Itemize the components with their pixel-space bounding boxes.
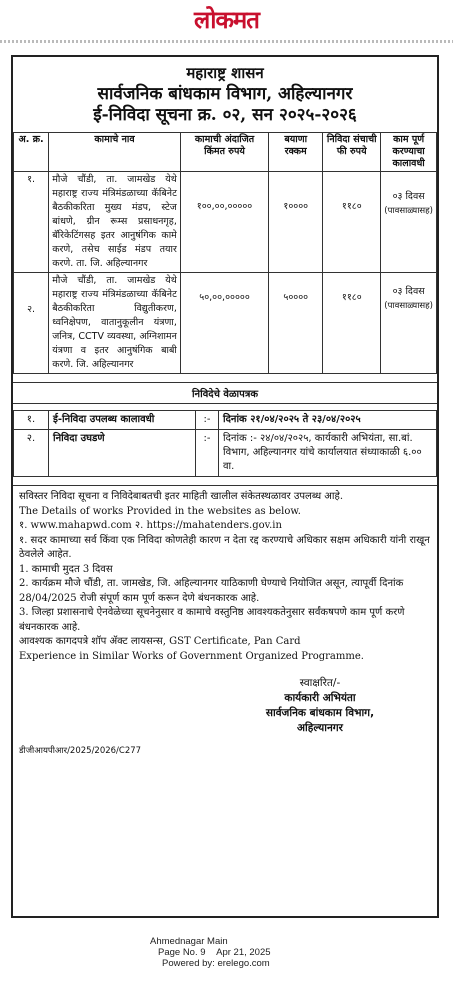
newspaper-logo: लोकमत (194, 6, 259, 34)
col-period: काम पूर्ण करण्याचा कालावधी (381, 133, 437, 172)
footer-edition: Ahmednagar Main (150, 936, 228, 947)
table-row (14, 172, 437, 273)
work-amount-value: ५०,००,००००० (199, 292, 250, 303)
body-line: सविस्तर निविदा सूचना व निविदेबाबतची इतर माहिती खालील संकेतस्थळावर उपलब्ध आहे. (19, 491, 344, 502)
work-fee: ११८० (323, 172, 381, 273)
signature-location: अहिल्यानगर (297, 722, 343, 734)
works-table (13, 132, 437, 374)
footer-powered: Powered by: erelego.com (162, 958, 270, 969)
footer-page-date (158, 947, 453, 958)
body-line: १. सदर कामाच्या सर्व किंवा एक निविदा कोणतेही कारण न देता रद्द करण्याचे अधिकार सक्षम अधिकारी यांनी राखून ठेवलेले आहेत. (19, 534, 430, 560)
schedule-title: निविदेचे वेळापत्रक (13, 382, 437, 404)
table-row (14, 430, 437, 477)
work-deposit: १०००० (269, 172, 323, 273)
work-period-days: ०३ दिवस (392, 286, 425, 297)
schedule-value: दिनांक :- २४/०४/२०२५, कार्यकारी अभियंता, सा.बां. विभाग, अहिल्यानगर यांचे कार्यालयात संध्याकाळी ६.०० वा. (219, 430, 437, 477)
body-line: 3. जिल्हा प्रशासनाचे ऐनवेळेच्या सूचनेनुसार व कामाचे वस्तुनिष्ठ आवश्यकतेनुसार सर्वंकषपणे काम पूर्ण करणे बंधनकारक आहे. (19, 607, 405, 633)
notice-header (13, 63, 437, 126)
work-period-note: (पावसाळ्यासह) (384, 301, 433, 311)
col-sr: अ. क्र. (14, 133, 49, 172)
schedule-item: ई-निविदा उपलब्ध कालावधी (49, 411, 196, 430)
work-amount-value: १००,००,००००० (196, 201, 253, 212)
footer-page: Page No. 9 (158, 947, 206, 958)
signature-block (209, 676, 431, 736)
body-line: The Details of works Provided in the websites as below. (19, 505, 301, 517)
col-deposit: बयाणा रक्कम (269, 133, 323, 172)
body-line: आवश्यक कागदपत्रे शॉप ॲक्ट लायसन्स, GST Certificate, Pan Card (19, 636, 301, 647)
signature-signed: स्वाक्षरित/- (299, 677, 341, 689)
works-table-header (14, 133, 437, 172)
header-department: सार्वजनिक बांधकाम विभाग, अहिल्यानगर (97, 84, 353, 104)
schedule-sr: २. (14, 430, 49, 477)
masthead (0, 6, 453, 34)
work-period-note: (पावसाळ्यासह) (384, 206, 433, 216)
schedule-table (13, 410, 437, 477)
col-estimated-cost: कामाची अंदाजित किंमत रुपये (180, 133, 268, 172)
websites-line: १. www.mahapwd.com २. https://mahatenders.gov.in (19, 520, 282, 531)
work-amount (180, 273, 268, 374)
work-name: मौजे चौंडी, ता. जामखेड येथे महाराष्ट्र राज्य मंत्रिमंडळाच्या कॅबिनेट बैठकीकरिता मुख्य मंडप, स्टेज बांधणे, ग्रीन रूम्स प्रसाधनगृह, बॅरिकेटिंगसह इतर आनुषंगिक कामे करणे, तसेच साईड मंडप तयार करणे. ता. जि. अहिल्यानगर (49, 172, 181, 273)
notice-body (13, 485, 437, 763)
page-footer (0, 936, 453, 969)
col-fee: निविदा संचाची फी रुपये (323, 133, 381, 172)
col-work-name: कामाचे नाव (49, 133, 181, 172)
body-line: 1. कामाची मुदत 3 दिवस (19, 563, 113, 575)
schedule-separator: :- (196, 411, 219, 430)
signature-title: कार्यकारी अभियंता (284, 692, 356, 704)
signature-department: सार्वजनिक बांधकाम विभाग, (265, 707, 375, 719)
schedule-separator: :- (196, 430, 219, 477)
work-period (381, 172, 437, 273)
table-row (14, 273, 437, 374)
header-notice-number: ई-निविदा सूचना क्र. ०२, सन २०२५-२०२६ (93, 105, 357, 125)
masthead-divider (0, 40, 453, 43)
footer-date: Apr 21, 2025 (216, 947, 271, 958)
tender-notice (11, 55, 439, 918)
header-government: महाराष्ट्र शासन (186, 64, 264, 82)
work-fee: ११८० (323, 273, 381, 374)
reference-number: डीजीआयपीआर/2025/2026/C277 (19, 746, 142, 756)
schedule-value: दिनांक २१/०४/२०२५ ते २३/०४/२०२५ (219, 411, 437, 430)
table-row (14, 411, 437, 430)
work-amount (180, 172, 268, 273)
body-line: 2. कार्यक्रम मौजे चौंडी, ता. जामखेड, जि. अहिल्यानगर याठिकाणी घेण्याचे नियोजित असून, त्यापूर्वी दिनांक 28/04/2025 रोजी संपूर्ण काम पूर्ण करून देणे बंधनकारक आहे. (19, 578, 404, 604)
work-period-days: ०३ दिवस (392, 191, 425, 202)
schedule-item: निविदा उघडणे (49, 430, 196, 477)
schedule-sr: १. (14, 411, 49, 430)
work-sr: २. (14, 273, 49, 374)
body-line: Experience in Similar Works of Government Organized Programme. (19, 650, 364, 662)
work-name: मौजे चौंडी, ता. जामखेड येथे महाराष्ट्र राज्य मंत्रिमंडळाच्या कॅबिनेट बैठकीकरिता विद्युतीकरण, ध्वनिक्षेपण, वातानुकूलीन यंत्रणा, जनित्र, CCTV व्यवस्था, अग्निशामन यंत्रणा व इतर आनुषंगिक बाबी करणे. जि. अहिल्यानगर (49, 273, 181, 374)
work-deposit: ५०००० (269, 273, 323, 374)
work-sr: १. (14, 172, 49, 273)
work-period (381, 273, 437, 374)
